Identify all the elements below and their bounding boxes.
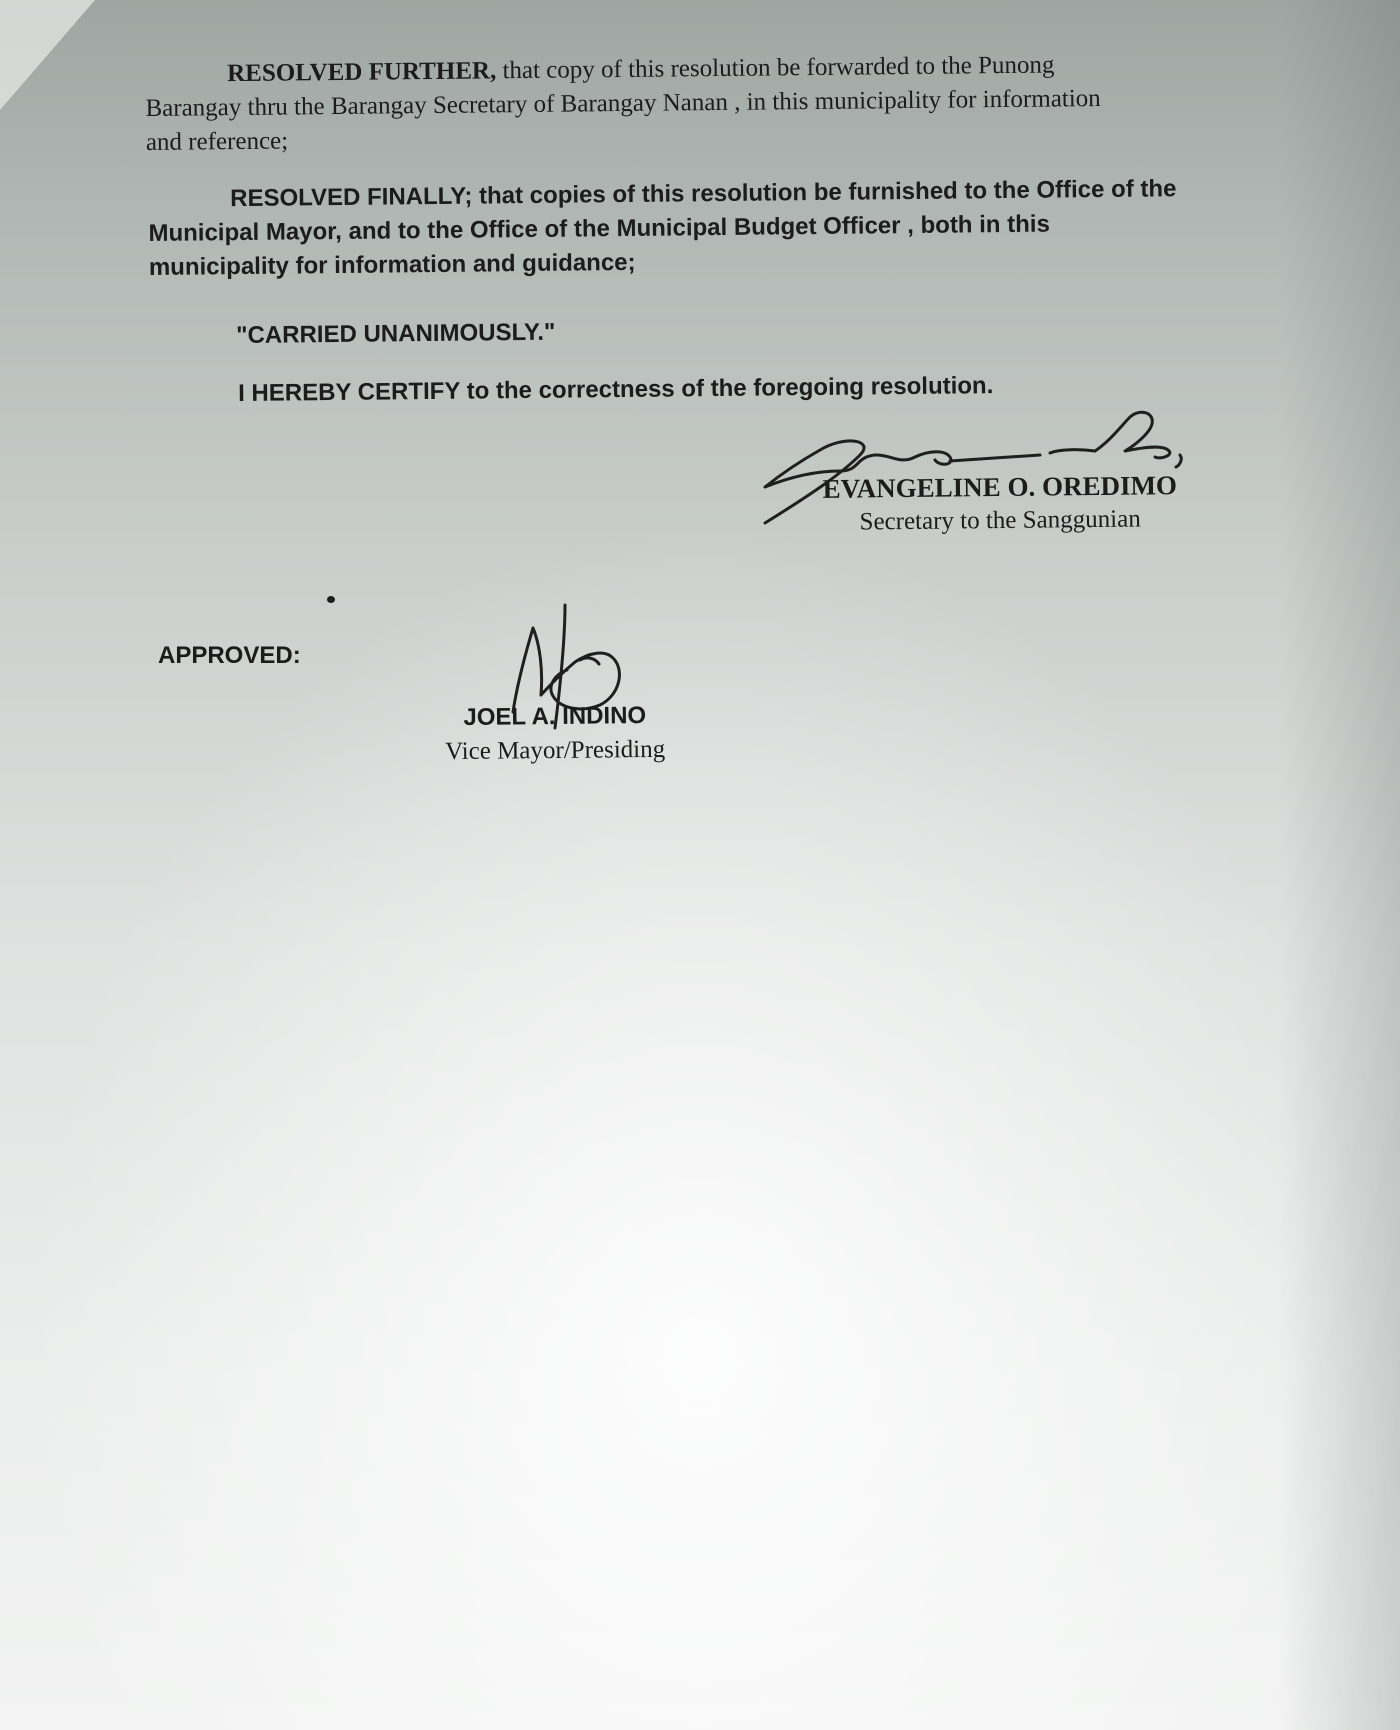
certification-statement <box>238 372 993 408</box>
resolved-finally-paragraph <box>148 171 1249 285</box>
certify-lead: I HEREBY CERTIFY <box>238 377 461 407</box>
resolved-further-paragraph <box>145 46 1246 160</box>
approved-label: APPROVED: <box>158 642 301 669</box>
secretary-name: EVANGELINE O. OREDIMO <box>822 470 1178 504</box>
ink-dot <box>327 596 335 603</box>
resolved-further-lead: RESOLVED FURTHER, <box>227 57 497 88</box>
resolved-further-line1: that copy of this resolution be forwarded to the Punong <box>496 51 1055 85</box>
vice-mayor-signature-block <box>410 698 701 769</box>
resolved-finally-line2: Municipal Mayor, and to the Office of the Municipal Budget Officer , both in this <box>148 210 1050 247</box>
folded-corner <box>0 0 95 110</box>
resolved-finally-lead: RESOLVED FINALLY; <box>230 182 473 213</box>
vice-mayor-name: JOEL A. INDINO <box>463 702 647 731</box>
resolved-finally-line3: municipality for information and guidance; <box>148 248 636 281</box>
vice-mayor-title: Vice Mayor/Presiding <box>445 735 666 766</box>
resolved-finally-line1: that copies of this resolution be furnished to the Office of the <box>472 175 1177 210</box>
page-shadow <box>1280 0 1400 1730</box>
secretary-signature-block <box>780 468 1221 541</box>
resolved-further-line3: and reference; <box>145 127 289 156</box>
secretary-title: Secretary to the Sanggunian <box>859 505 1141 536</box>
resolved-further-line2: Barangay thru the Barangay Secretary of Barangay Nanan , in this municipality for information <box>145 84 1101 122</box>
carried-unanimously: "CARRIED UNANIMOUSLY." <box>236 318 556 349</box>
certify-rest: to the correctness of the foregoing resolution. <box>459 372 994 405</box>
